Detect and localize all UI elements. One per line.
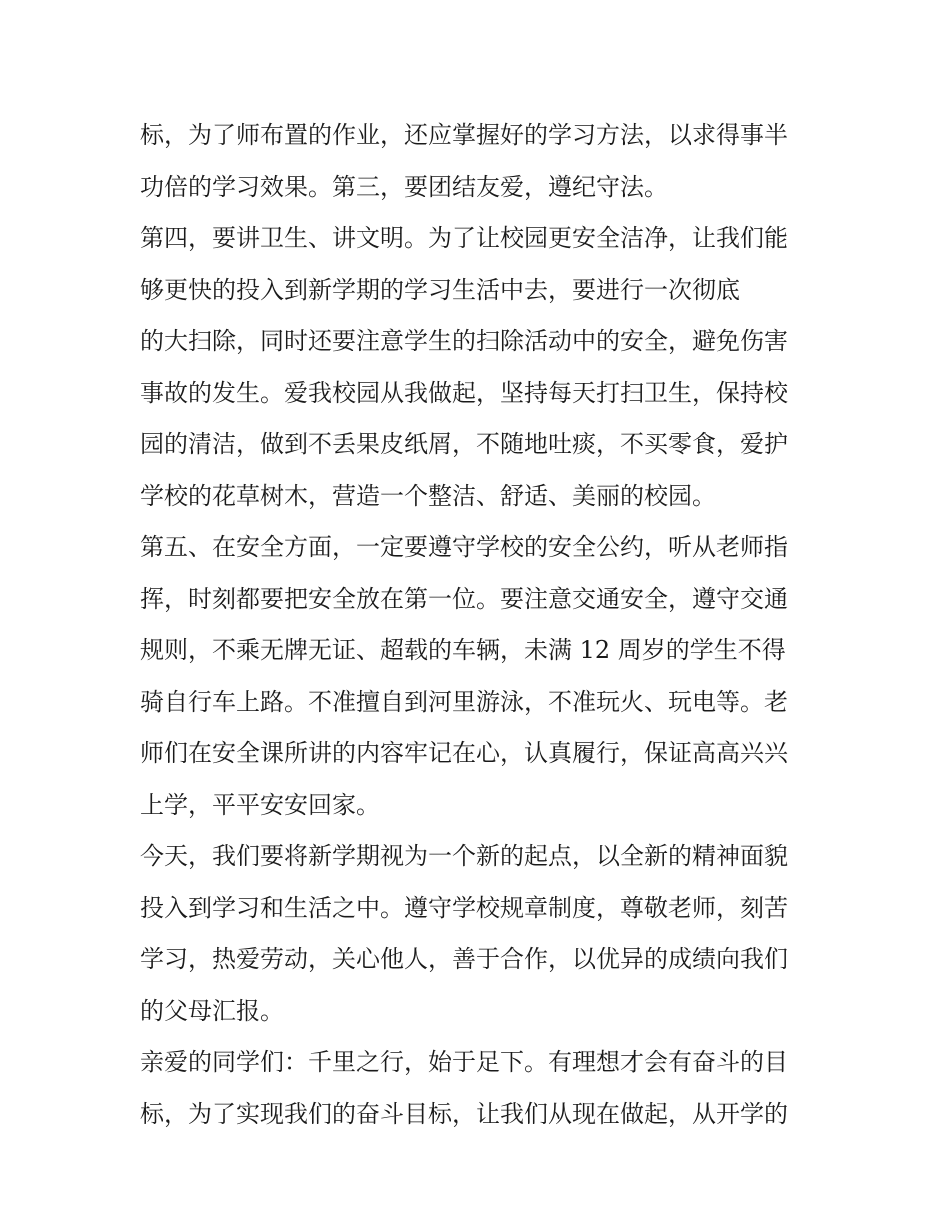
- text-line: 的父母汇报。: [140, 996, 284, 1025]
- text-line: 的大扫除，同时还要注意学生的扫除活动中的安全，避免伤害: [140, 327, 788, 355]
- text-line: 事故的发生。爱我校园从我做起，坚持每天打扫卫生，保持校: [140, 378, 788, 407]
- text-line: 投入到学习和生活之中。遵守学校规章制度，尊敬老师，刻苦: [140, 893, 788, 922]
- text-line: 标，为了师布置的作业，还应掌握好的学习方法，以求得事半: [140, 121, 788, 149]
- text-line: 功倍的学习效果。第三，要团结友爱，遵纪守法。: [140, 172, 668, 201]
- text-line: 第五、在安全方面，一定要遵守学校的安全公约，听从老师指: [140, 533, 788, 561]
- text-line: 标，为了实现我们的奋斗目标，让我们从现在做起，从开学的: [140, 1099, 788, 1128]
- text-line: 上学，平平安安回家。: [140, 790, 380, 819]
- text-line: 规则，不乘无牌无证、超载的车辆，未满 12 周岁的学生不得: [140, 636, 786, 664]
- text-line: 骑自行车上路。不准擅自到河里游泳，不准玩火、玩电等。老: [140, 687, 788, 716]
- text-line: 师们在安全课所讲的内容牢记在心，认真履行，保证高高兴兴: [140, 739, 788, 767]
- text-line: 第四，要讲卫生、讲文明。为了让校园更安全洁净，让我们能: [140, 224, 788, 252]
- text-line: 挥，时刻都要把安全放在第一位。要注意交通安全，遵守交通: [140, 584, 788, 613]
- document-body: [140, 110, 830, 1140]
- text-line: 亲爱的同学们：千里之行，始于足下。有理想才会有奋斗的目: [140, 1048, 788, 1076]
- text-line: 学习，热爱劳动，关心他人，善于合作，以优异的成绩向我们: [140, 945, 788, 973]
- text-line: 够更快的投入到新学期的学习生活中去，要进行一次彻底: [140, 275, 740, 304]
- text-line: 今天，我们要将新学期视为一个新的起点，以全新的精神面貌: [140, 842, 788, 870]
- text-line: 园的清洁，做到不丢果皮纸屑，不随地吐痰，不买零食，爱护: [140, 430, 788, 458]
- text-line: 学校的花草树木，营造一个整洁、舒适、美丽的校园。: [140, 481, 716, 510]
